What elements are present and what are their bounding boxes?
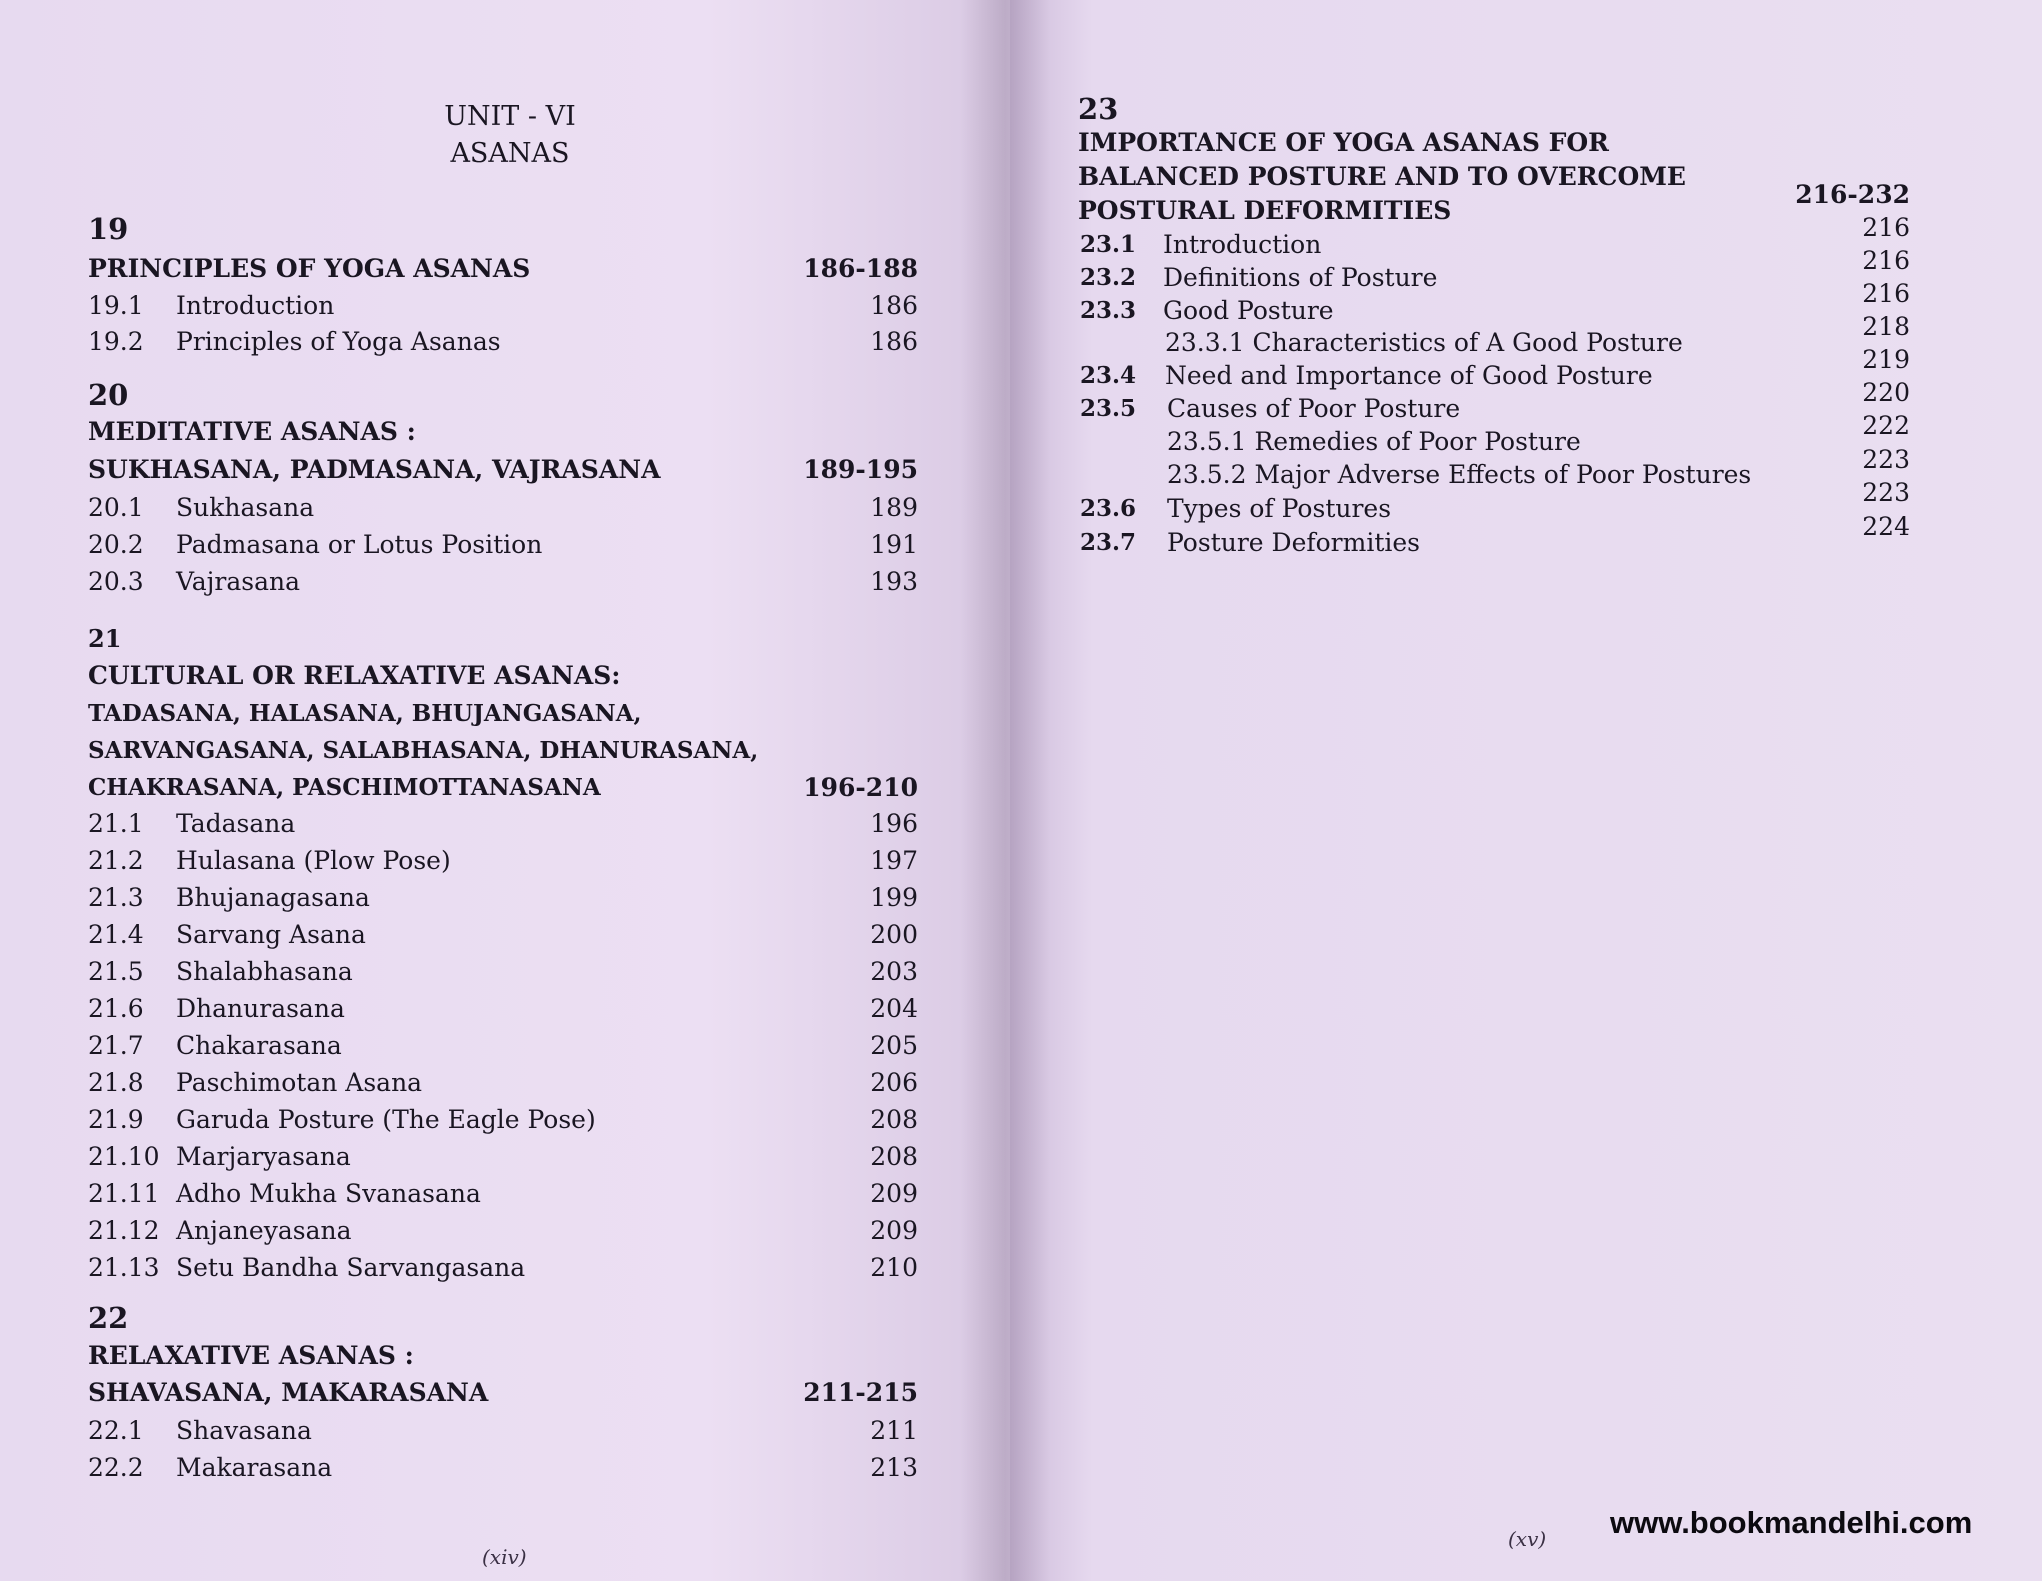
chapter-23-pages: 216-232: [1795, 180, 1910, 209]
chapter-20-pages: 189-195: [803, 455, 918, 484]
entry-title: Hulasana (Plow Pose): [176, 846, 451, 875]
chapter-23-title-line1: IMPORTANCE OF YOGA ASANAS FOR: [1078, 128, 1609, 157]
entry-page: 186: [870, 327, 918, 356]
entry-page: 224: [1862, 512, 1910, 541]
entry-number: 23.6: [1080, 495, 1137, 522]
toc-entry[interactable]: [88, 490, 918, 526]
entry-title: Need and Importance of Good Posture: [1165, 361, 1653, 390]
chapter-22-title-line1: RELAXATIVE ASANAS :: [88, 1341, 414, 1370]
entry-title: Principles of Yoga Asanas: [176, 327, 501, 356]
toc-entry[interactable]: [88, 1450, 918, 1486]
entry-page: 220: [1862, 378, 1910, 407]
entry-number: 23.2: [1080, 264, 1137, 291]
entry-number: 21.11: [88, 1179, 160, 1208]
page-folio-right: (xv): [1508, 1527, 1547, 1551]
entry-number: 21.3: [88, 883, 144, 912]
entry-number: 19.1: [88, 291, 144, 320]
entry-title: Causes of Poor Posture: [1167, 394, 1461, 423]
entry-page: 191: [870, 530, 918, 559]
entry-title: Introduction: [1163, 230, 1322, 259]
toc-entry[interactable]: [88, 1028, 918, 1064]
toc-entry[interactable]: [88, 843, 918, 879]
toc-entry[interactable]: [88, 991, 918, 1027]
toc-entry[interactable]: [88, 1065, 918, 1101]
entry-page: 193: [870, 567, 918, 596]
chapter-21-title-line1: CULTURAL OR RELAXATIVE ASANAS:: [88, 661, 621, 690]
entry-number: 20.2: [88, 530, 144, 559]
entry-title: Definitions of Posture: [1163, 263, 1438, 292]
entry-page: 189: [870, 493, 918, 522]
chapter-21-title-line2: TADASANA, HALASANA, BHUJANGASANA,: [88, 700, 642, 727]
entry-number: 20.3: [88, 567, 144, 596]
entry-page: 209: [870, 1179, 918, 1208]
entry-page: 206: [870, 1068, 918, 1097]
chapter-21-title-line4: CHAKRASANA, PASCHIMOTTANASANA: [88, 774, 601, 801]
entry-title: Chakarasana: [176, 1031, 342, 1060]
entry-title: Sukhasana: [176, 493, 315, 522]
chapter-22-number: 22: [88, 1301, 129, 1335]
toc-entry[interactable]: [88, 806, 918, 842]
entry-number: 23.5: [1080, 395, 1137, 422]
entry-page: 216: [1862, 279, 1910, 308]
entry-title: Padmasana or Lotus Position: [176, 530, 543, 559]
chapter-22-title-line2: SHAVASANA, MAKARASANA: [88, 1378, 489, 1407]
entry-number: 21.4: [88, 920, 144, 949]
entry-title: Types of Postures: [1167, 494, 1392, 523]
entry-page: 219: [1862, 345, 1910, 374]
entry-page: 197: [870, 846, 918, 875]
entry-title: Sarvang Asana: [176, 920, 366, 949]
entry-number: 21.9: [88, 1105, 144, 1134]
entry-title: Setu Bandha Sarvangasana: [176, 1253, 526, 1282]
entry-title: Garuda Posture (The Eagle Pose): [176, 1105, 596, 1134]
chapter-19-title: PRINCIPLES OF YOGA ASANAS: [88, 254, 531, 283]
chapter-20-title-line1: MEDITATIVE ASANAS :: [88, 417, 416, 446]
toc-entry[interactable]: [88, 1413, 918, 1449]
entry-title: Introduction: [176, 291, 335, 320]
entry-title: Vajrasana: [176, 567, 301, 596]
entry-title: Posture Deformities: [1167, 528, 1420, 557]
chapter-23-title-line2: BALANCED POSTURE AND TO OVERCOME: [1078, 162, 1686, 191]
entry-page: 209: [870, 1216, 918, 1245]
entry-title: Bhujanagasana: [176, 883, 370, 912]
entry-page: 216: [1862, 246, 1910, 275]
entry-number: 23.7: [1080, 529, 1137, 556]
entry-page: 210: [870, 1253, 918, 1282]
entry-title: Paschimotan Asana: [176, 1068, 423, 1097]
entry-page: 200: [870, 920, 918, 949]
chapter-19-pages: 186-188: [803, 254, 918, 283]
entry-title: Good Posture: [1163, 296, 1334, 325]
entry-title: 23.5.1 Remedies of Poor Posture: [1167, 427, 1581, 456]
entry-number: 21.5: [88, 957, 144, 986]
chapter-23-number: 23: [1078, 92, 1119, 126]
entry-page: 196: [870, 809, 918, 838]
entry-page: 204: [870, 994, 918, 1023]
toc-entry[interactable]: [88, 954, 918, 990]
chapter-20-number: 20: [88, 378, 129, 412]
entry-number: 21.10: [88, 1142, 160, 1171]
chapter-21-number: 21: [88, 624, 122, 653]
entry-page: 213: [870, 1453, 918, 1482]
toc-entry[interactable]: [88, 917, 918, 953]
entry-title: Dhanurasana: [176, 994, 345, 1023]
toc-entry[interactable]: [88, 324, 918, 360]
entry-page: 223: [1862, 478, 1910, 507]
toc-entry[interactable]: [88, 880, 918, 916]
unit-label: UNIT - VI: [444, 101, 576, 132]
entry-number: 23.3: [1080, 297, 1137, 324]
entry-page: 216: [1862, 213, 1910, 242]
entry-number: 22.2: [88, 1453, 144, 1482]
chapter-19-number: 19: [88, 212, 129, 246]
entry-page: 208: [870, 1142, 918, 1171]
entry-page: 208: [870, 1105, 918, 1134]
entry-number: 21.8: [88, 1068, 144, 1097]
entry-number: 21.7: [88, 1031, 144, 1060]
toc-entry[interactable]: [88, 288, 918, 324]
entry-number: 21.6: [88, 994, 144, 1023]
entry-title: 23.5.2 Major Adverse Effects of Poor Postures: [1167, 460, 1752, 489]
book-gutter: [960, 0, 1050, 1581]
entry-number: 21.13: [88, 1253, 160, 1282]
entry-page: 218: [1862, 312, 1910, 341]
chapter-23-title-line3: POSTURAL DEFORMITIES: [1078, 196, 1452, 225]
toc-entry[interactable]: [88, 1250, 918, 1286]
page-folio-left: (xiv): [482, 1545, 527, 1569]
entry-number: 21.2: [88, 846, 144, 875]
chapter-22-pages: 211-215: [803, 1378, 918, 1407]
toc-entry[interactable]: [88, 1102, 918, 1138]
toc-entry[interactable]: [88, 1176, 918, 1212]
entry-title: Anjaneyasana: [176, 1216, 352, 1245]
entry-page: 205: [870, 1031, 918, 1060]
toc-entry[interactable]: [88, 1139, 918, 1175]
entry-number: 21.12: [88, 1216, 160, 1245]
entry-page: 203: [870, 957, 918, 986]
toc-entry[interactable]: [88, 1213, 918, 1249]
unit-title: ASANAS: [450, 138, 570, 169]
publisher-website[interactable]: www.bookmandelhi.com: [1610, 1505, 1973, 1540]
chapter-21-pages: 196-210: [803, 773, 918, 802]
entry-number: 20.1: [88, 493, 144, 522]
entry-number: 22.1: [88, 1416, 144, 1445]
entry-page: 223: [1862, 445, 1910, 474]
entry-page: 186: [870, 291, 918, 320]
entry-page: 211: [870, 1416, 918, 1445]
entry-title: Tadasana: [176, 809, 296, 838]
toc-entry[interactable]: [88, 564, 918, 600]
toc-entry[interactable]: [88, 527, 918, 563]
entry-title: 23.3.1 Characteristics of A Good Posture: [1165, 328, 1683, 357]
chapter-20-title-line2: SUKHASANA, PADMASANA, VAJRASANA: [88, 455, 661, 484]
entry-number: 21.1: [88, 809, 144, 838]
entry-title: Shavasana: [176, 1416, 312, 1445]
chapter-21-title-line3: SARVANGASANA, SALABHASANA, DHANURASANA,: [88, 737, 759, 764]
entry-title: Marjaryasana: [176, 1142, 351, 1171]
entry-title: Makarasana: [176, 1453, 333, 1482]
entry-number: 23.1: [1080, 231, 1137, 258]
entry-title: Adho Mukha Svanasana: [176, 1179, 481, 1208]
entry-title: Shalabhasana: [176, 957, 353, 986]
entry-page: 199: [870, 883, 918, 912]
entry-number: 23.4: [1080, 362, 1137, 389]
entry-number: 19.2: [88, 327, 144, 356]
entry-page: 222: [1862, 411, 1910, 440]
